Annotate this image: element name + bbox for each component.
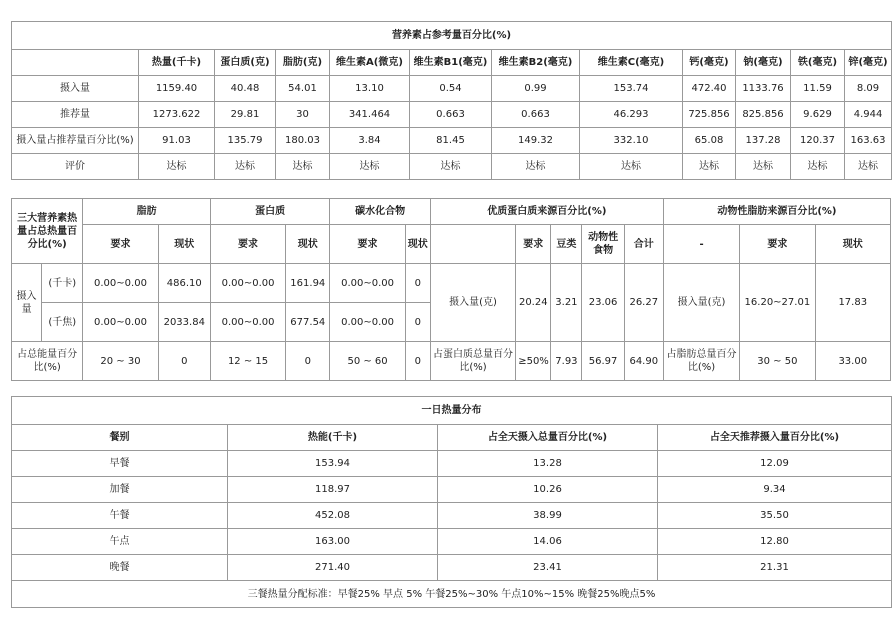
meal-label: 午餐 xyxy=(12,503,228,529)
nutrient-percentage-table xyxy=(11,21,892,180)
table-row xyxy=(12,264,891,303)
animal-col-header: - xyxy=(663,225,739,264)
cell: 54.01 xyxy=(276,76,330,102)
cell: 0.663 xyxy=(492,102,580,128)
cell: 271.40 xyxy=(228,555,438,581)
cell: 452.08 xyxy=(228,503,438,529)
cell: 达标 xyxy=(276,154,330,180)
cell: 0 xyxy=(286,342,330,381)
cell: 149.32 xyxy=(492,128,580,154)
table-row xyxy=(12,102,892,128)
col-header: 维生素C(毫克) xyxy=(580,50,683,76)
cell: 23.41 xyxy=(438,555,658,581)
status-header: 现状 xyxy=(286,225,330,264)
cell: 达标 xyxy=(683,154,736,180)
table-row xyxy=(12,451,892,477)
col-header: 维生素A(微克) xyxy=(330,50,410,76)
cell: 4.944 xyxy=(845,102,892,128)
cell: 12.80 xyxy=(658,529,892,555)
cell: 64.90 xyxy=(624,342,663,381)
table-row xyxy=(12,128,892,154)
cell: 65.08 xyxy=(683,128,736,154)
cell: 达标 xyxy=(736,154,791,180)
cell: 达标 xyxy=(492,154,580,180)
cell: 1133.76 xyxy=(736,76,791,102)
cell: 153.94 xyxy=(228,451,438,477)
status-header: 现状 xyxy=(158,225,210,264)
cell: 38.99 xyxy=(438,503,658,529)
table-row xyxy=(12,342,891,381)
cell: 677.54 xyxy=(286,303,330,342)
cell: 12 ~ 15 xyxy=(210,342,285,381)
table-row xyxy=(12,76,892,102)
intake-label: 摄入量 xyxy=(12,264,42,342)
col-header: 占全天摄入总量百分比(%) xyxy=(438,425,658,451)
meal-label: 加餐 xyxy=(12,477,228,503)
cell: 16.20~27.01 xyxy=(740,264,815,342)
req-header: 要求 xyxy=(210,225,285,264)
header-blank xyxy=(430,225,515,264)
col-header: 维生素B2(毫克) xyxy=(492,50,580,76)
animal-fat-header: 动物性脂肪来源百分比(%) xyxy=(663,199,890,225)
cell: 0.00~0.00 xyxy=(210,303,285,342)
cell: 29.81 xyxy=(215,102,276,128)
cell: 486.10 xyxy=(158,264,210,303)
table-row xyxy=(12,555,892,581)
cell: 0.00~0.00 xyxy=(330,264,405,303)
cell: 达标 xyxy=(215,154,276,180)
cell: ≥50% xyxy=(516,342,551,381)
unit-label: (千焦) xyxy=(42,303,83,342)
cell: 达标 xyxy=(139,154,215,180)
cell: 332.10 xyxy=(580,128,683,154)
cell: 0.00~0.00 xyxy=(330,303,405,342)
cell: 11.59 xyxy=(791,76,845,102)
header-blank xyxy=(12,50,139,76)
cell: 达标 xyxy=(580,154,683,180)
col-header: 脂肪(克) xyxy=(276,50,330,76)
col-header: 热能(千卡) xyxy=(228,425,438,451)
macro-corner-header: 三大营养素热量占总热量百分比(%) xyxy=(12,199,83,264)
quality-col-header: 要求 xyxy=(516,225,551,264)
cell: 12.09 xyxy=(658,451,892,477)
meal-label: 午点 xyxy=(12,529,228,555)
req-header: 要求 xyxy=(330,225,405,264)
col-header: 餐别 xyxy=(12,425,228,451)
cell: 14.06 xyxy=(438,529,658,555)
row-label: 占脂肪总量百分比(%) xyxy=(663,342,739,381)
quality-col-header: 合计 xyxy=(624,225,663,264)
cell: 472.40 xyxy=(683,76,736,102)
row-label: 占蛋白质总量百分比(%) xyxy=(430,342,515,381)
col-header: 热量(千卡) xyxy=(139,50,215,76)
col-header: 钠(毫克) xyxy=(736,50,791,76)
quality-protein-header: 优质蛋白质来源百分比(%) xyxy=(430,199,663,225)
cell: 137.28 xyxy=(736,128,791,154)
cell: 0.663 xyxy=(410,102,492,128)
cell: 0.00~0.00 xyxy=(210,264,285,303)
carb-header: 碳水化合物 xyxy=(330,199,430,225)
cell: 341.464 xyxy=(330,102,410,128)
macronutrient-table xyxy=(11,198,891,381)
row-label: 摄入量 xyxy=(12,76,139,102)
cell: 33.00 xyxy=(815,342,890,381)
row-label: 推荐量 xyxy=(12,102,139,128)
cell: 161.94 xyxy=(286,264,330,303)
table-row xyxy=(12,477,892,503)
cell: 9.629 xyxy=(791,102,845,128)
cell: 825.856 xyxy=(736,102,791,128)
meal-footnote: 三餐热量分配标准：早餐25% 早点 5% 午餐25%~30% 午点10%~15% 晚餐25%晚点5% xyxy=(12,581,892,608)
cell: 0 xyxy=(158,342,210,381)
row-label: 摄入量占推荐量百分比(%) xyxy=(12,128,139,154)
col-header: 锌(毫克) xyxy=(845,50,892,76)
cell: 0.99 xyxy=(492,76,580,102)
cell: 0.54 xyxy=(410,76,492,102)
row-label: 占总能量百分比(%) xyxy=(12,342,83,381)
cell: 35.50 xyxy=(658,503,892,529)
cell: 3.21 xyxy=(551,264,582,342)
meal-table-title: 一日热量分布 xyxy=(12,397,892,425)
cell: 17.83 xyxy=(815,264,890,342)
col-header: 维生素B1(毫克) xyxy=(410,50,492,76)
cell: 26.27 xyxy=(624,264,663,342)
cell: 81.45 xyxy=(410,128,492,154)
table-row xyxy=(12,154,892,180)
cell: 46.293 xyxy=(580,102,683,128)
nutrient-table-title: 营养素占参考量百分比(%) xyxy=(12,22,892,50)
status-header: 现状 xyxy=(405,225,430,264)
cell: 23.06 xyxy=(582,264,624,342)
cell: 0 xyxy=(405,264,430,303)
cell: 达标 xyxy=(410,154,492,180)
cell: 13.10 xyxy=(330,76,410,102)
cell: 达标 xyxy=(845,154,892,180)
row-label: 评价 xyxy=(12,154,139,180)
quality-col-header: 动物性食物 xyxy=(582,225,624,264)
cell: 21.31 xyxy=(658,555,892,581)
cell: 0.00~0.00 xyxy=(83,303,158,342)
cell: 30 ~ 50 xyxy=(740,342,815,381)
cell: 120.37 xyxy=(791,128,845,154)
cell: 0 xyxy=(405,303,430,342)
cell: 3.84 xyxy=(330,128,410,154)
fat-header: 脂肪 xyxy=(83,199,211,225)
cell: 180.03 xyxy=(276,128,330,154)
cell: 0 xyxy=(405,342,430,381)
table-row xyxy=(12,503,892,529)
cell: 8.09 xyxy=(845,76,892,102)
quality-col-header: 豆类 xyxy=(551,225,582,264)
meal-energy-table xyxy=(11,396,892,608)
cell: 163.63 xyxy=(845,128,892,154)
col-header: 占全天推荐摄入量百分比(%) xyxy=(658,425,892,451)
cell: 163.00 xyxy=(228,529,438,555)
cell: 50 ~ 60 xyxy=(330,342,405,381)
req-header: 要求 xyxy=(83,225,158,264)
cell: 20.24 xyxy=(516,264,551,342)
cell: 9.34 xyxy=(658,477,892,503)
cell: 达标 xyxy=(330,154,410,180)
cell: 1159.40 xyxy=(139,76,215,102)
table-row xyxy=(12,529,892,555)
cell: 118.97 xyxy=(228,477,438,503)
cell: 725.856 xyxy=(683,102,736,128)
cell: 135.79 xyxy=(215,128,276,154)
cell: 20 ~ 30 xyxy=(83,342,158,381)
col-header: 铁(毫克) xyxy=(791,50,845,76)
animal-col-header: 现状 xyxy=(815,225,890,264)
cell: 7.93 xyxy=(551,342,582,381)
col-header: 钙(毫克) xyxy=(683,50,736,76)
cell: 40.48 xyxy=(215,76,276,102)
protein-header: 蛋白质 xyxy=(210,199,330,225)
row-label: 摄入量(克) xyxy=(430,264,515,342)
cell: 13.28 xyxy=(438,451,658,477)
meal-label: 晚餐 xyxy=(12,555,228,581)
cell: 0.00~0.00 xyxy=(83,264,158,303)
cell: 56.97 xyxy=(582,342,624,381)
cell: 10.26 xyxy=(438,477,658,503)
cell: 153.74 xyxy=(580,76,683,102)
col-header: 蛋白质(克) xyxy=(215,50,276,76)
animal-col-header: 要求 xyxy=(740,225,815,264)
cell: 达标 xyxy=(791,154,845,180)
cell: 30 xyxy=(276,102,330,128)
meal-label: 早餐 xyxy=(12,451,228,477)
unit-label: (千卡) xyxy=(42,264,83,303)
cell: 2033.84 xyxy=(158,303,210,342)
cell: 1273.622 xyxy=(139,102,215,128)
row-label: 摄入量(克) xyxy=(663,264,739,342)
cell: 91.03 xyxy=(139,128,215,154)
